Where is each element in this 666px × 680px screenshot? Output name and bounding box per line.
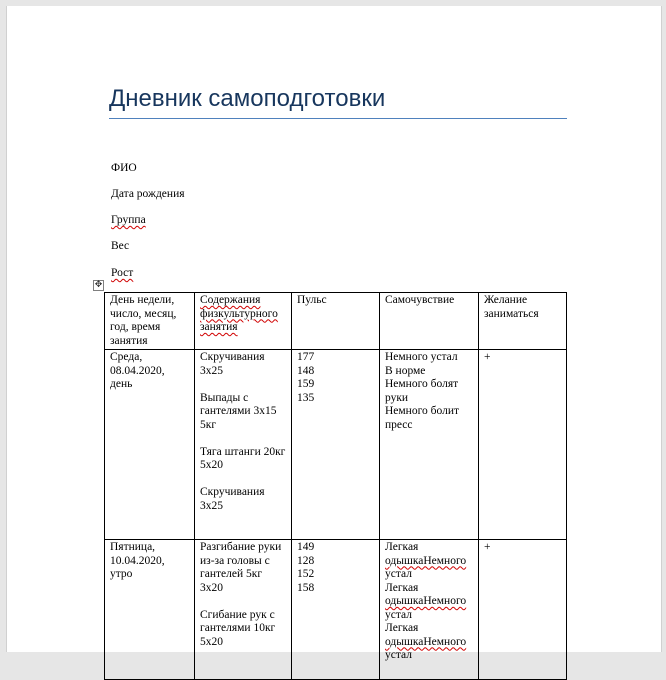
field-height-text: Рост — [111, 267, 134, 279]
diary-table — [104, 292, 567, 680]
feeling-squiggle: одышкаНемного — [385, 635, 467, 648]
feeling-line — [385, 541, 473, 582]
pulse-value: 158 — [297, 581, 315, 594]
feeling-rest: устал — [385, 568, 412, 580]
header-cell-feeling[interactable]: Самочувствие — [380, 293, 479, 350]
pulse-value: 177 — [297, 351, 315, 363]
pulse-value: 135 — [297, 391, 315, 404]
row1-feeling[interactable] — [380, 350, 479, 540]
row2-day[interactable]: Пятница, 10.04.2020, утро — [105, 540, 195, 680]
header-cell-day[interactable]: День недели, число, месяц, год, время занятия — [105, 293, 195, 350]
pulse-value: 148 — [297, 364, 315, 377]
row1-desire[interactable]: + — [479, 350, 567, 540]
row2-exercise: Сгибание рук с гантелями 10кг 5х20 — [200, 608, 276, 648]
feeling-word: Легкая — [385, 541, 419, 553]
feeling-line: Немного болят руки — [385, 378, 459, 404]
row1-day[interactable]: Среда, 08.04.2020, день — [105, 350, 195, 540]
row1-exercises[interactable] — [195, 350, 292, 540]
table-move-handle-icon[interactable]: ✥ — [94, 280, 103, 290]
field-birth-date[interactable]: Дата рождения — [111, 188, 185, 200]
field-height[interactable] — [111, 267, 133, 279]
document-page — [6, 6, 662, 661]
feeling-rest: устал — [385, 608, 412, 621]
field-group[interactable] — [111, 214, 146, 226]
pulse-value: 128 — [297, 554, 315, 567]
header-cell-content[interactable] — [195, 293, 292, 350]
row2-exercise: Разгибание руки из-за головы с гантелей 5кг 3х20 — [200, 541, 282, 594]
feeling-word: Легкая — [385, 581, 419, 594]
pulse-value: 149 — [297, 541, 315, 553]
field-fio[interactable]: ФИО — [111, 162, 137, 174]
field-group-text: Группа — [111, 214, 146, 226]
row1-pulse[interactable] — [292, 350, 380, 540]
row1-exercise: Скручивания 3х25 — [200, 486, 265, 512]
feeling-word: Легкая — [385, 622, 419, 634]
document-title[interactable]: Дневник самоподготовки — [109, 86, 567, 119]
feeling-line: Немного устал — [385, 351, 458, 363]
pulse-value: 159 — [297, 378, 315, 390]
feeling-squiggle: одышкаНемного — [385, 554, 467, 567]
field-weight[interactable]: Вес — [111, 240, 130, 252]
row1-exercise: Выпады с гантелями 3х15 5кг — [200, 391, 277, 431]
row1-exercise: Скручивания 3х25 — [200, 351, 265, 377]
feeling-line: В норме — [385, 364, 426, 377]
feeling-rest: устал — [385, 649, 412, 661]
feeling-line — [385, 582, 473, 623]
table-row — [105, 540, 567, 680]
header-cell-pulse[interactable]: Пульс — [292, 293, 380, 350]
row2-pulse[interactable] — [292, 540, 380, 680]
row2-desire[interactable]: + — [479, 540, 567, 680]
pulse-value: 152 — [297, 568, 315, 580]
feeling-line: Немного болит пресс — [385, 405, 460, 431]
row2-feeling[interactable] — [380, 540, 479, 680]
row1-exercise: Тяга штанги 20кг 5х20 — [200, 445, 286, 471]
row2-exercises[interactable] — [195, 540, 292, 680]
header-cell-desire[interactable]: Желание заниматься — [479, 293, 567, 350]
feeling-squiggle: одышкаНемного — [385, 595, 467, 607]
feeling-line — [385, 622, 473, 663]
table-row — [105, 350, 567, 540]
header-content-text: Содержания физкультурного занятия — [200, 294, 278, 333]
table-header-row — [105, 293, 567, 350]
